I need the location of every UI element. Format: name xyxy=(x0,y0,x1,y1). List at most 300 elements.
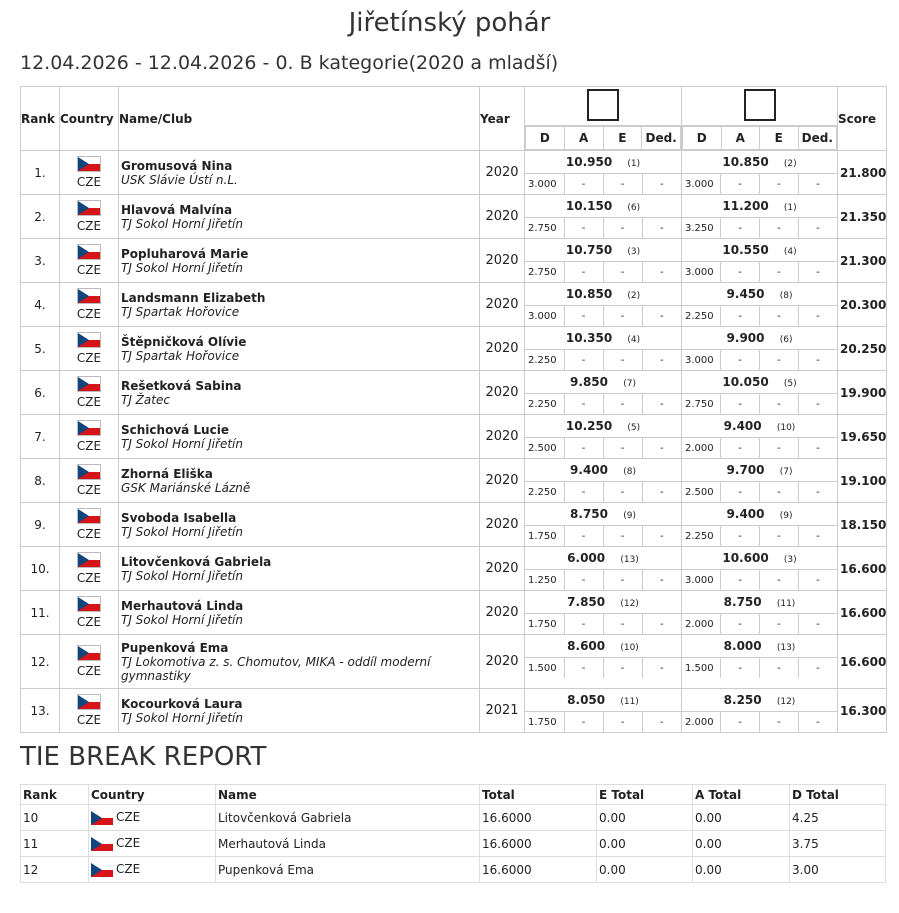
e-score: - xyxy=(603,306,642,327)
a-score: - xyxy=(564,482,603,503)
apparatus-rank: (13) xyxy=(776,643,796,653)
rank-cell: 13. xyxy=(21,689,60,733)
d-score: 3.250 xyxy=(682,218,721,239)
apparatus-rank: (6) xyxy=(779,335,793,345)
a-score: - xyxy=(721,438,760,459)
rank-cell: 5. xyxy=(21,327,60,371)
e-score: - xyxy=(760,526,799,547)
e-score: - xyxy=(760,350,799,371)
name-cell xyxy=(119,503,480,547)
apparatus-2-cell xyxy=(682,689,838,733)
e-score: - xyxy=(760,658,799,679)
czech-flag-icon xyxy=(77,464,101,480)
apparatus-2-cell xyxy=(682,459,838,503)
apparatus-2-header xyxy=(682,87,838,126)
apparatus-rank: (7) xyxy=(623,379,636,389)
e-score: - xyxy=(603,218,642,239)
score-cell: 16.600 xyxy=(838,547,887,591)
apparatus-2-cell xyxy=(682,503,838,547)
apparatus-total: 11.200 xyxy=(722,199,769,213)
tiebreak-rank: 11 xyxy=(21,831,89,857)
score-cell: 20.300 xyxy=(838,283,887,327)
d-score: 2.500 xyxy=(525,438,564,459)
apparatus-1-cell xyxy=(525,459,682,503)
ded-score: - xyxy=(798,526,837,547)
apparatus-rank: (11) xyxy=(776,599,796,609)
apparatus-1-cell xyxy=(525,547,682,591)
apparatus-total: 7.850 xyxy=(567,595,606,609)
d-score: 2.250 xyxy=(682,306,721,327)
ded-score: - xyxy=(798,174,837,195)
year-cell: 2020 xyxy=(480,591,525,635)
czech-flag-icon xyxy=(77,200,101,216)
d-score: 3.000 xyxy=(682,174,721,195)
club-name: TJ Sokol Horní Jiřetín xyxy=(121,436,243,451)
name-cell xyxy=(119,415,480,459)
result-row xyxy=(21,195,887,239)
tiebreak-a-total: 0.00 xyxy=(693,831,790,857)
e-score: - xyxy=(760,438,799,459)
name-cell xyxy=(119,459,480,503)
apparatus-total: 8.250 xyxy=(723,693,762,707)
apparatus-2-cell xyxy=(682,151,838,195)
year-cell: 2020 xyxy=(480,371,525,415)
a-score: - xyxy=(721,394,760,415)
czech-flag-icon xyxy=(77,645,101,661)
a-score: - xyxy=(564,570,603,591)
apparatus-1-cell xyxy=(525,689,682,733)
tiebreak-a-total: 0.00 xyxy=(693,857,790,883)
a-score: - xyxy=(564,658,603,679)
country-cell xyxy=(60,547,119,591)
country-cell xyxy=(60,195,119,239)
e-score: - xyxy=(603,174,642,195)
apparatus-rank: (3) xyxy=(783,555,797,565)
d-score: 3.000 xyxy=(525,174,564,195)
rank-cell: 3. xyxy=(21,239,60,283)
country-cell xyxy=(60,327,119,371)
d-score: 1.750 xyxy=(525,526,564,547)
name-cell xyxy=(119,591,480,635)
score-cell: 20.250 xyxy=(838,327,887,371)
apparatus-total: 10.350 xyxy=(565,331,613,345)
e-score: - xyxy=(760,262,799,283)
d-score: 2.500 xyxy=(682,482,721,503)
club-name: TJ Sokol Horní Jiřetín xyxy=(121,710,243,725)
rank-cell: 12. xyxy=(21,635,60,689)
header-d: D xyxy=(526,127,565,150)
country-cell xyxy=(60,371,119,415)
czech-flag-icon xyxy=(91,837,113,851)
apparatus-total: 10.600 xyxy=(722,551,769,565)
apparatus-total: 10.950 xyxy=(565,155,613,169)
d-score: 2.000 xyxy=(682,438,721,459)
d-score: 2.250 xyxy=(525,394,564,415)
e-score: - xyxy=(603,482,642,503)
apparatus-1-cell xyxy=(525,239,682,283)
tiebreak-a-total: 0.00 xyxy=(693,805,790,831)
a-score: - xyxy=(564,174,603,195)
apparatus-rank: (9) xyxy=(623,511,636,521)
apparatus-total: 9.400 xyxy=(723,419,762,433)
czech-flag-icon xyxy=(77,288,101,304)
tiebreak-header-rank: Rank xyxy=(21,785,89,805)
apparatus-rank: (1) xyxy=(627,159,641,169)
e-score: - xyxy=(603,526,642,547)
tiebreak-rank: 10 xyxy=(21,805,89,831)
apparatus-rank: (10) xyxy=(620,643,639,653)
a-score: - xyxy=(564,306,603,327)
czech-flag-icon xyxy=(77,552,101,568)
score-cell: 19.650 xyxy=(838,415,887,459)
header-rank: Rank xyxy=(21,87,60,151)
apparatus-rank: (12) xyxy=(620,599,639,609)
country-code: CZE xyxy=(76,713,102,727)
tiebreak-header-e-total: E Total xyxy=(597,785,693,805)
country-code: CZE xyxy=(76,307,102,321)
apparatus-1-header xyxy=(525,87,682,126)
a-score: - xyxy=(721,658,760,679)
year-cell: 2020 xyxy=(480,327,525,371)
e-score: - xyxy=(603,658,642,679)
czech-flag-icon xyxy=(77,420,101,436)
rank-cell: 11. xyxy=(21,591,60,635)
year-cell: 2020 xyxy=(480,195,525,239)
tiebreak-row xyxy=(21,831,886,857)
czech-flag-icon xyxy=(77,596,101,612)
country-code: CZE xyxy=(76,571,102,585)
apparatus-rank: (7) xyxy=(779,467,793,477)
ded-score: - xyxy=(798,482,837,503)
name-cell xyxy=(119,283,480,327)
gymnast-name: Merhautová Linda xyxy=(121,598,244,613)
name-cell xyxy=(119,547,480,591)
apparatus-rank: (9) xyxy=(779,511,793,521)
e-score: - xyxy=(760,394,799,415)
a-score: - xyxy=(564,350,603,371)
tiebreak-row xyxy=(21,805,886,831)
apparatus-1-icon xyxy=(587,89,619,121)
apparatus-1-cell xyxy=(525,503,682,547)
ded-score: - xyxy=(642,482,681,503)
year-cell: 2021 xyxy=(480,689,525,733)
e-score: - xyxy=(603,350,642,371)
apparatus-rank: (2) xyxy=(783,159,797,169)
gymnast-name: Pupenková Ema xyxy=(121,640,229,655)
apparatus-total: 8.750 xyxy=(570,507,609,521)
tiebreak-d-total: 3.00 xyxy=(790,857,886,883)
a-score: - xyxy=(721,174,760,195)
d-score: 1.250 xyxy=(525,570,564,591)
tiebreak-country xyxy=(89,857,216,883)
year-cell: 2020 xyxy=(480,283,525,327)
rank-cell: 10. xyxy=(21,547,60,591)
rank-cell: 9. xyxy=(21,503,60,547)
e-score: - xyxy=(603,712,642,733)
ded-score: - xyxy=(798,394,837,415)
apparatus-rank: (10) xyxy=(776,423,796,433)
ded-score: - xyxy=(798,438,837,459)
header-score: Score xyxy=(838,87,887,151)
result-row xyxy=(21,689,887,733)
e-score: - xyxy=(760,482,799,503)
a-score: - xyxy=(564,262,603,283)
czech-flag-icon xyxy=(77,156,101,172)
year-cell: 2020 xyxy=(480,635,525,689)
ded-score: - xyxy=(642,526,681,547)
score-cell: 16.300 xyxy=(838,689,887,733)
country-code: CZE xyxy=(76,664,102,678)
score-cell: 21.300 xyxy=(838,239,887,283)
d-score: 1.750 xyxy=(525,614,564,635)
a-score: - xyxy=(721,614,760,635)
d-score: 1.750 xyxy=(525,712,564,733)
result-row xyxy=(21,503,887,547)
apparatus-2-cell xyxy=(682,635,838,689)
club-name: TJ Sokol Horní Jiřetín xyxy=(121,612,243,627)
club-name: GSK Mariánské Lázně xyxy=(121,480,251,495)
a-score: - xyxy=(721,218,760,239)
ded-score: - xyxy=(798,306,837,327)
country-cell xyxy=(60,415,119,459)
apparatus-total: 10.550 xyxy=(722,243,769,257)
e-score: - xyxy=(603,394,642,415)
czech-flag-icon xyxy=(77,244,101,260)
a-score: - xyxy=(721,570,760,591)
apparatus-total: 10.250 xyxy=(565,419,613,433)
apparatus-total: 8.000 xyxy=(723,639,762,653)
gymnast-name: Popluharová Marie xyxy=(121,246,249,261)
result-row xyxy=(21,371,887,415)
tiebreak-name: Litovčenková Gabriela xyxy=(216,805,480,831)
club-name: TJ Sokol Horní Jiřetín xyxy=(121,524,243,539)
header-a: A xyxy=(564,127,603,150)
score-cell: 16.600 xyxy=(838,591,887,635)
a-score: - xyxy=(564,712,603,733)
score-cell: 19.100 xyxy=(838,459,887,503)
ded-score: - xyxy=(798,614,837,635)
d-score: 1.500 xyxy=(682,658,721,679)
year-cell: 2020 xyxy=(480,151,525,195)
ded-score: - xyxy=(642,306,681,327)
gymnast-name: Rešetková Sabina xyxy=(121,378,242,393)
ded-score: - xyxy=(798,658,837,679)
d-score: 3.000 xyxy=(682,262,721,283)
apparatus-rank: (4) xyxy=(783,247,797,257)
tiebreak-header-name: Name xyxy=(216,785,480,805)
apparatus-1-cell xyxy=(525,415,682,459)
club-name: TJ Sokol Horní Jiřetín xyxy=(121,260,243,275)
a-score: - xyxy=(721,306,760,327)
a-score: - xyxy=(564,394,603,415)
czech-flag-icon xyxy=(91,811,113,825)
year-cell: 2020 xyxy=(480,503,525,547)
e-score: - xyxy=(603,614,642,635)
country-cell xyxy=(60,283,119,327)
tiebreak-row xyxy=(21,857,886,883)
gymnast-name: Schichová Lucie xyxy=(121,422,229,437)
club-name: TJ Spartak Hořovice xyxy=(121,348,240,363)
header-a: A xyxy=(721,127,760,150)
d-score: 2.750 xyxy=(525,218,564,239)
e-score: - xyxy=(760,614,799,635)
apparatus-total: 9.400 xyxy=(570,463,609,477)
club-name: TJ Lokomotiva z. s. Chomutov, MIKA - oddíl moderní gymnastiky xyxy=(121,654,431,683)
ded-score: - xyxy=(798,570,837,591)
result-row xyxy=(21,415,887,459)
club-name: TJ Žatec xyxy=(121,392,170,407)
ded-score: - xyxy=(642,438,681,459)
czech-flag-icon xyxy=(77,332,101,348)
apparatus-rank: (12) xyxy=(776,697,796,707)
tiebreak-header-total: Total xyxy=(480,785,597,805)
d-score: 2.000 xyxy=(682,712,721,733)
country-code: CZE xyxy=(76,483,102,497)
e-score: - xyxy=(760,218,799,239)
apparatus-2-cell xyxy=(682,327,838,371)
apparatus-rank: (8) xyxy=(623,467,636,477)
country-cell xyxy=(60,503,119,547)
score-cell: 19.900 xyxy=(838,371,887,415)
apparatus-rank: (6) xyxy=(627,203,641,213)
page-title: Jiřetínský pohár xyxy=(348,8,551,38)
a-score: - xyxy=(564,438,603,459)
header-e: E xyxy=(760,127,799,150)
tiebreak-country-code: CZE xyxy=(116,810,141,825)
apparatus-total: 10.050 xyxy=(722,375,769,389)
tiebreak-header-a-total: A Total xyxy=(693,785,790,805)
tiebreak-total: 16.6000 xyxy=(480,805,597,831)
club-name: TJ Sokol Horní Jiřetín xyxy=(121,568,243,583)
gymnast-name: Štěpničková Olívie xyxy=(121,334,247,349)
header-country: Country xyxy=(60,87,119,151)
apparatus-total: 9.850 xyxy=(570,375,609,389)
ded-score: - xyxy=(642,262,681,283)
d-score: 2.750 xyxy=(525,262,564,283)
apparatus-total: 10.850 xyxy=(565,287,613,301)
country-code: CZE xyxy=(76,439,102,453)
apparatus-1-cell xyxy=(525,591,682,635)
score-cell: 18.150 xyxy=(838,503,887,547)
country-cell xyxy=(60,459,119,503)
apparatus-rank: (5) xyxy=(783,379,797,389)
header-name: Name/Club xyxy=(119,87,480,151)
tiebreak-e-total: 0.00 xyxy=(597,831,693,857)
a-score: - xyxy=(721,482,760,503)
tiebreak-header-country: Country xyxy=(89,785,216,805)
apparatus-rank: (2) xyxy=(627,291,641,301)
apparatus-1-cell xyxy=(525,635,682,689)
header-e: E xyxy=(603,127,642,150)
apparatus-rank: (4) xyxy=(627,335,641,345)
ded-score: - xyxy=(642,350,681,371)
ded-score: - xyxy=(798,218,837,239)
country-code: CZE xyxy=(76,395,102,409)
apparatus-total: 8.600 xyxy=(567,639,606,653)
ded-score: - xyxy=(642,712,681,733)
d-score: 2.250 xyxy=(525,350,564,371)
apparatus-1-cell xyxy=(525,327,682,371)
competition-subtitle: 12.04.2026 - 12.04.2026 - 0. B kategorie(2020 a mladší) xyxy=(20,52,559,74)
apparatus-rank: (11) xyxy=(620,697,639,707)
result-row xyxy=(21,635,887,689)
year-cell: 2020 xyxy=(480,547,525,591)
tiebreak-e-total: 0.00 xyxy=(597,857,693,883)
rank-cell: 2. xyxy=(21,195,60,239)
czech-flag-icon xyxy=(77,508,101,524)
a-score: - xyxy=(564,526,603,547)
e-score: - xyxy=(603,262,642,283)
header-year: Year xyxy=(480,87,525,151)
a-score: - xyxy=(721,712,760,733)
rank-cell: 1. xyxy=(21,151,60,195)
tiebreak-title: TIE BREAK REPORT xyxy=(20,742,267,772)
country-cell xyxy=(60,239,119,283)
country-code: CZE xyxy=(76,527,102,541)
score-cell: 21.800 xyxy=(838,151,887,195)
apparatus-rank: (1) xyxy=(783,203,797,213)
result-row xyxy=(21,239,887,283)
apparatus-2-icon xyxy=(744,89,776,121)
tiebreak-name: Pupenková Ema xyxy=(216,857,480,883)
ded-score: - xyxy=(642,174,681,195)
gymnast-name: Hlavová Malvína xyxy=(121,202,233,217)
ded-score: - xyxy=(642,658,681,679)
apparatus-1-cell xyxy=(525,371,682,415)
d-score: 3.000 xyxy=(682,570,721,591)
rank-cell: 6. xyxy=(21,371,60,415)
apparatus-2-cell xyxy=(682,591,838,635)
header-ded: Ded. xyxy=(798,127,837,150)
gymnast-name: Gromusová Nina xyxy=(121,158,233,173)
e-score: - xyxy=(760,712,799,733)
tiebreak-country xyxy=(89,831,216,857)
rank-cell: 7. xyxy=(21,415,60,459)
e-score: - xyxy=(603,570,642,591)
czech-flag-icon xyxy=(77,376,101,392)
gymnast-name: Litovčenková Gabriela xyxy=(121,554,272,569)
ded-score: - xyxy=(798,262,837,283)
country-cell xyxy=(60,151,119,195)
d-score: 2.750 xyxy=(682,394,721,415)
country-cell xyxy=(60,635,119,689)
result-row xyxy=(21,327,887,371)
tiebreak-total: 16.6000 xyxy=(480,857,597,883)
tiebreak-header-d-total: D Total xyxy=(790,785,886,805)
name-cell xyxy=(119,239,480,283)
ded-score: - xyxy=(642,570,681,591)
tiebreak-table xyxy=(20,784,886,883)
header-d: D xyxy=(683,127,722,150)
apparatus-2-cell xyxy=(682,283,838,327)
tiebreak-e-total: 0.00 xyxy=(597,805,693,831)
club-name: TJ Spartak Hořovice xyxy=(121,304,240,319)
gymnast-name: Svoboda Isabella xyxy=(121,510,237,525)
gymnast-name: Zhorná Eliška xyxy=(121,466,213,481)
country-code: CZE xyxy=(76,351,102,365)
apparatus-2-cell xyxy=(682,547,838,591)
apparatus-total: 9.900 xyxy=(726,331,765,345)
d-score: 1.500 xyxy=(525,658,564,679)
e-score: - xyxy=(603,438,642,459)
club-name: TJ Sokol Horní Jiřetín xyxy=(121,216,243,231)
header-ded: Ded. xyxy=(642,127,681,150)
country-code: CZE xyxy=(76,219,102,233)
apparatus-rank: (13) xyxy=(620,555,639,565)
ded-score: - xyxy=(798,712,837,733)
apparatus-total: 9.700 xyxy=(726,463,765,477)
ded-score: - xyxy=(642,614,681,635)
